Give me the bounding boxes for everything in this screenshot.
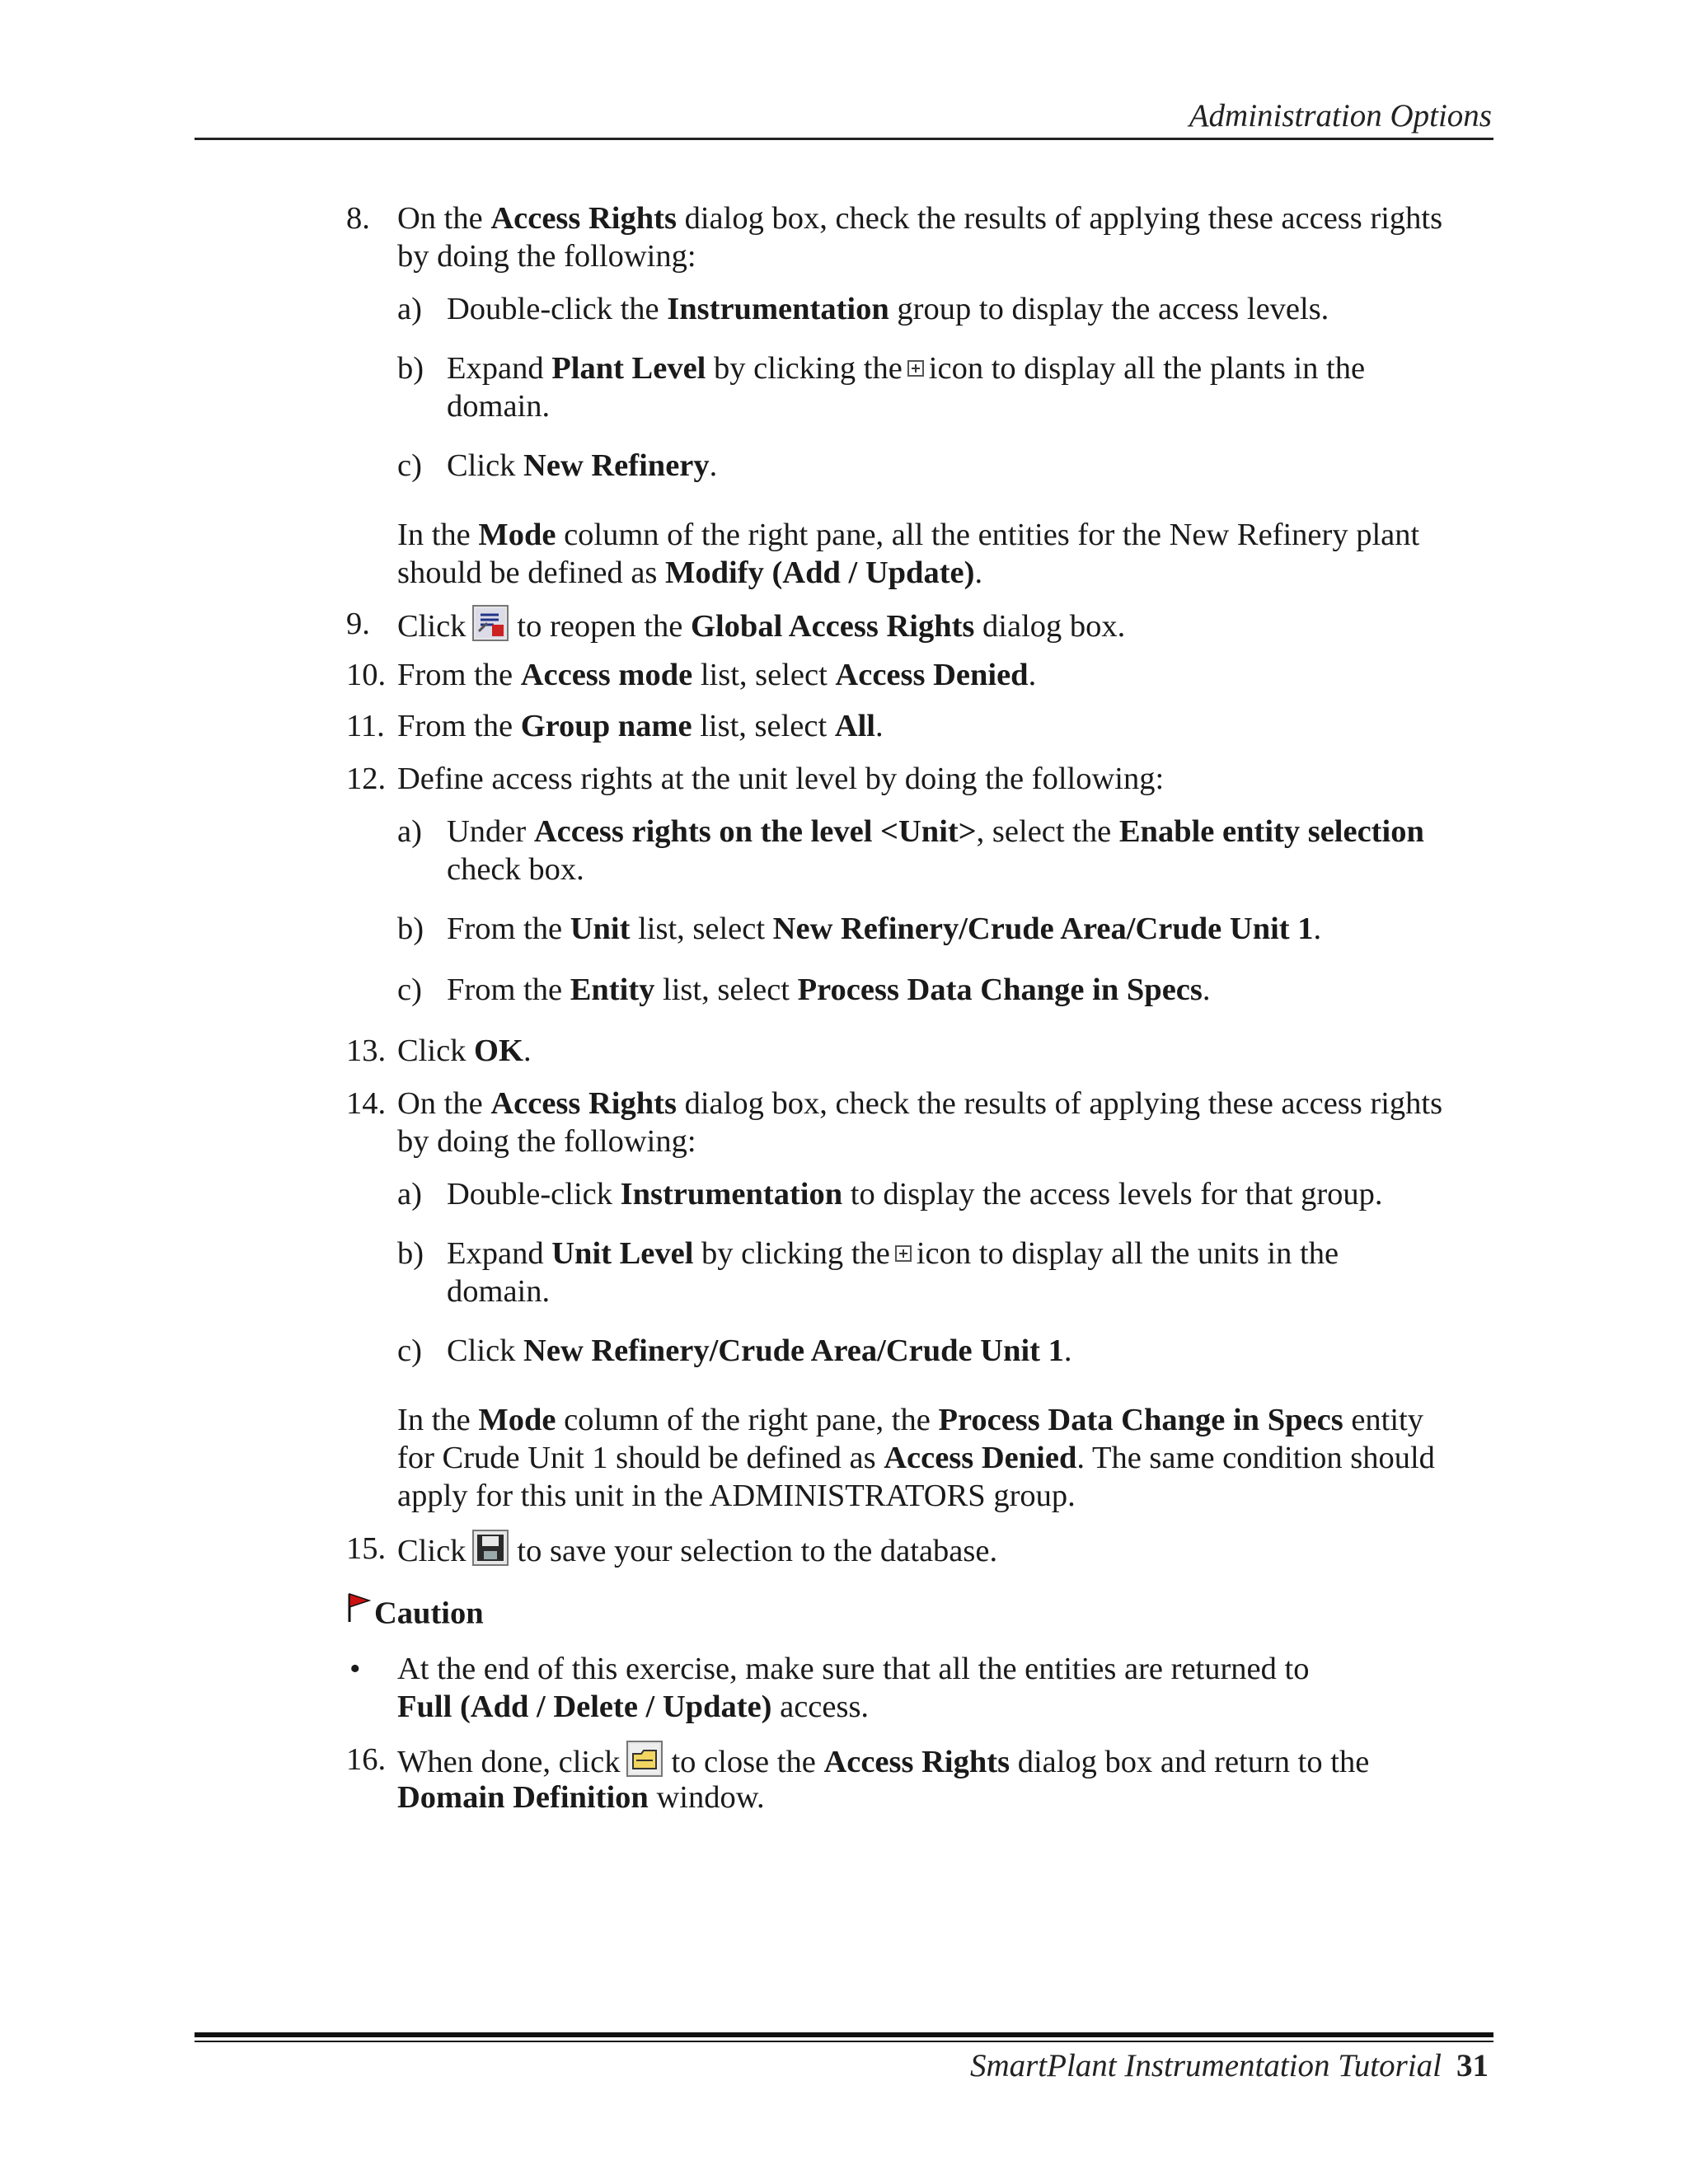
caution-flag-icon <box>346 1592 371 1633</box>
header-rule <box>195 138 1493 140</box>
step-8-line-2: by doing the following: <box>397 239 696 274</box>
substep-label: c) <box>397 448 422 483</box>
step-10: From the Access mode list, select Access Denied. <box>397 658 1037 692</box>
expand-plus-icon <box>907 360 924 377</box>
step-number: 8. <box>346 201 370 236</box>
step-8-line-1: On the Access Rights dialog box, check the results of applying these access rights <box>397 201 1443 236</box>
step-number: 11. <box>346 709 385 743</box>
step-14-note-line-1: In the Mode column of the right pane, the Process Data Change in Specs entity <box>397 1403 1424 1437</box>
caution-line-2: Full (Add / Delete / Update) access. <box>397 1690 870 1724</box>
caution-line-1: At the end of this exercise, make sure that all the entities are returned to <box>397 1652 1310 1686</box>
step-8-note-line-2: should be defined as Modify (Add / Update). <box>397 555 983 590</box>
substep-label: c) <box>397 972 422 1007</box>
step-8b-line-2: domain. <box>447 389 551 424</box>
footer-title: SmartPlant Instrumentation Tutorial <box>969 2048 1442 2083</box>
step-12b: From the Unit list, select New Refinery/Crude Area/Crude Unit 1. <box>447 912 1322 946</box>
step-13: Click OK. <box>397 1033 532 1068</box>
substep-label: b) <box>397 351 424 386</box>
step-14-note-line-2: for Crude Unit 1 should be defined as Access Denied. The same condition should <box>397 1441 1435 1475</box>
step-14a: Double-click Instrumentation to display the access levels for that group. <box>447 1177 1383 1212</box>
step-number: 13. <box>346 1033 387 1068</box>
step-14-note-line-3: apply for this unit in the ADMINISTRATORS group. <box>397 1479 1076 1513</box>
close-folder-icon <box>626 1741 663 1777</box>
step-12a-line-2: check box. <box>447 852 584 887</box>
substep-label: a) <box>397 292 422 326</box>
footer-rule <box>195 2032 1493 2037</box>
step-8c: Click New Refinery. <box>447 448 718 483</box>
substep-label: b) <box>397 912 424 946</box>
step-14c: Click New Refinery/Crude Area/Crude Unit 1. <box>447 1333 1072 1368</box>
step-16-line-2: Domain Definition window. <box>397 1780 765 1815</box>
step-12: Define access rights at the unit level by doing the following: <box>397 762 1165 796</box>
step-number: 14. <box>346 1086 387 1121</box>
step-15: Click to save your selection to the database. <box>397 1530 997 1577</box>
step-8-note-line-1: In the Mode column of the right pane, all the entities for the New Refinery plant <box>397 518 1420 552</box>
step-12a: Under Access rights on the level <Unit>, select the Enable entity selection <box>447 814 1424 849</box>
step-8a: Double-click the Instrumentation group to display the access levels. <box>447 292 1329 326</box>
step-12c: From the Entity list, select Process Data Change in Specs. <box>447 972 1211 1007</box>
step-16-line-1: When done, click to close the Access Rights dialog box and return to the <box>397 1741 1369 1788</box>
step-14-line-1: On the Access Rights dialog box, check the results of applying these access rights <box>397 1086 1443 1121</box>
step-14b-line-2: domain. <box>447 1274 551 1309</box>
step-9: Click to reopen the Global Access Rights dialog box. <box>397 605 1125 653</box>
substep-label: c) <box>397 1333 422 1368</box>
running-footer <box>970 2047 1489 2085</box>
substep-label: b) <box>397 1236 424 1271</box>
step-number: 15. <box>346 1531 387 1566</box>
step-14-line-2: by doing the following: <box>397 1124 696 1159</box>
step-8b: Expand Plant Level by clicking the icon to display all the plants in the <box>447 351 1366 386</box>
substep-label: a) <box>397 814 422 849</box>
step-number: 9. <box>346 607 370 641</box>
page-number: 31 <box>1456 2048 1489 2083</box>
substep-label: a) <box>397 1177 422 1212</box>
step-number: 16. <box>346 1742 387 1777</box>
footer-rule <box>195 2041 1493 2042</box>
save-floppy-icon <box>472 1530 509 1566</box>
step-14b: Expand Unit Level by clicking the icon to display all the units in the <box>447 1236 1339 1271</box>
step-number: 10. <box>346 658 387 692</box>
step-number: 12. <box>346 762 387 796</box>
running-header: Administration Options <box>1189 98 1492 134</box>
caution-heading: Caution <box>346 1592 484 1639</box>
step-11: From the Group name list, select All. <box>397 709 884 743</box>
global-access-rights-icon <box>472 605 509 641</box>
bullet: • <box>349 1652 361 1686</box>
expand-plus-icon <box>895 1245 912 1262</box>
